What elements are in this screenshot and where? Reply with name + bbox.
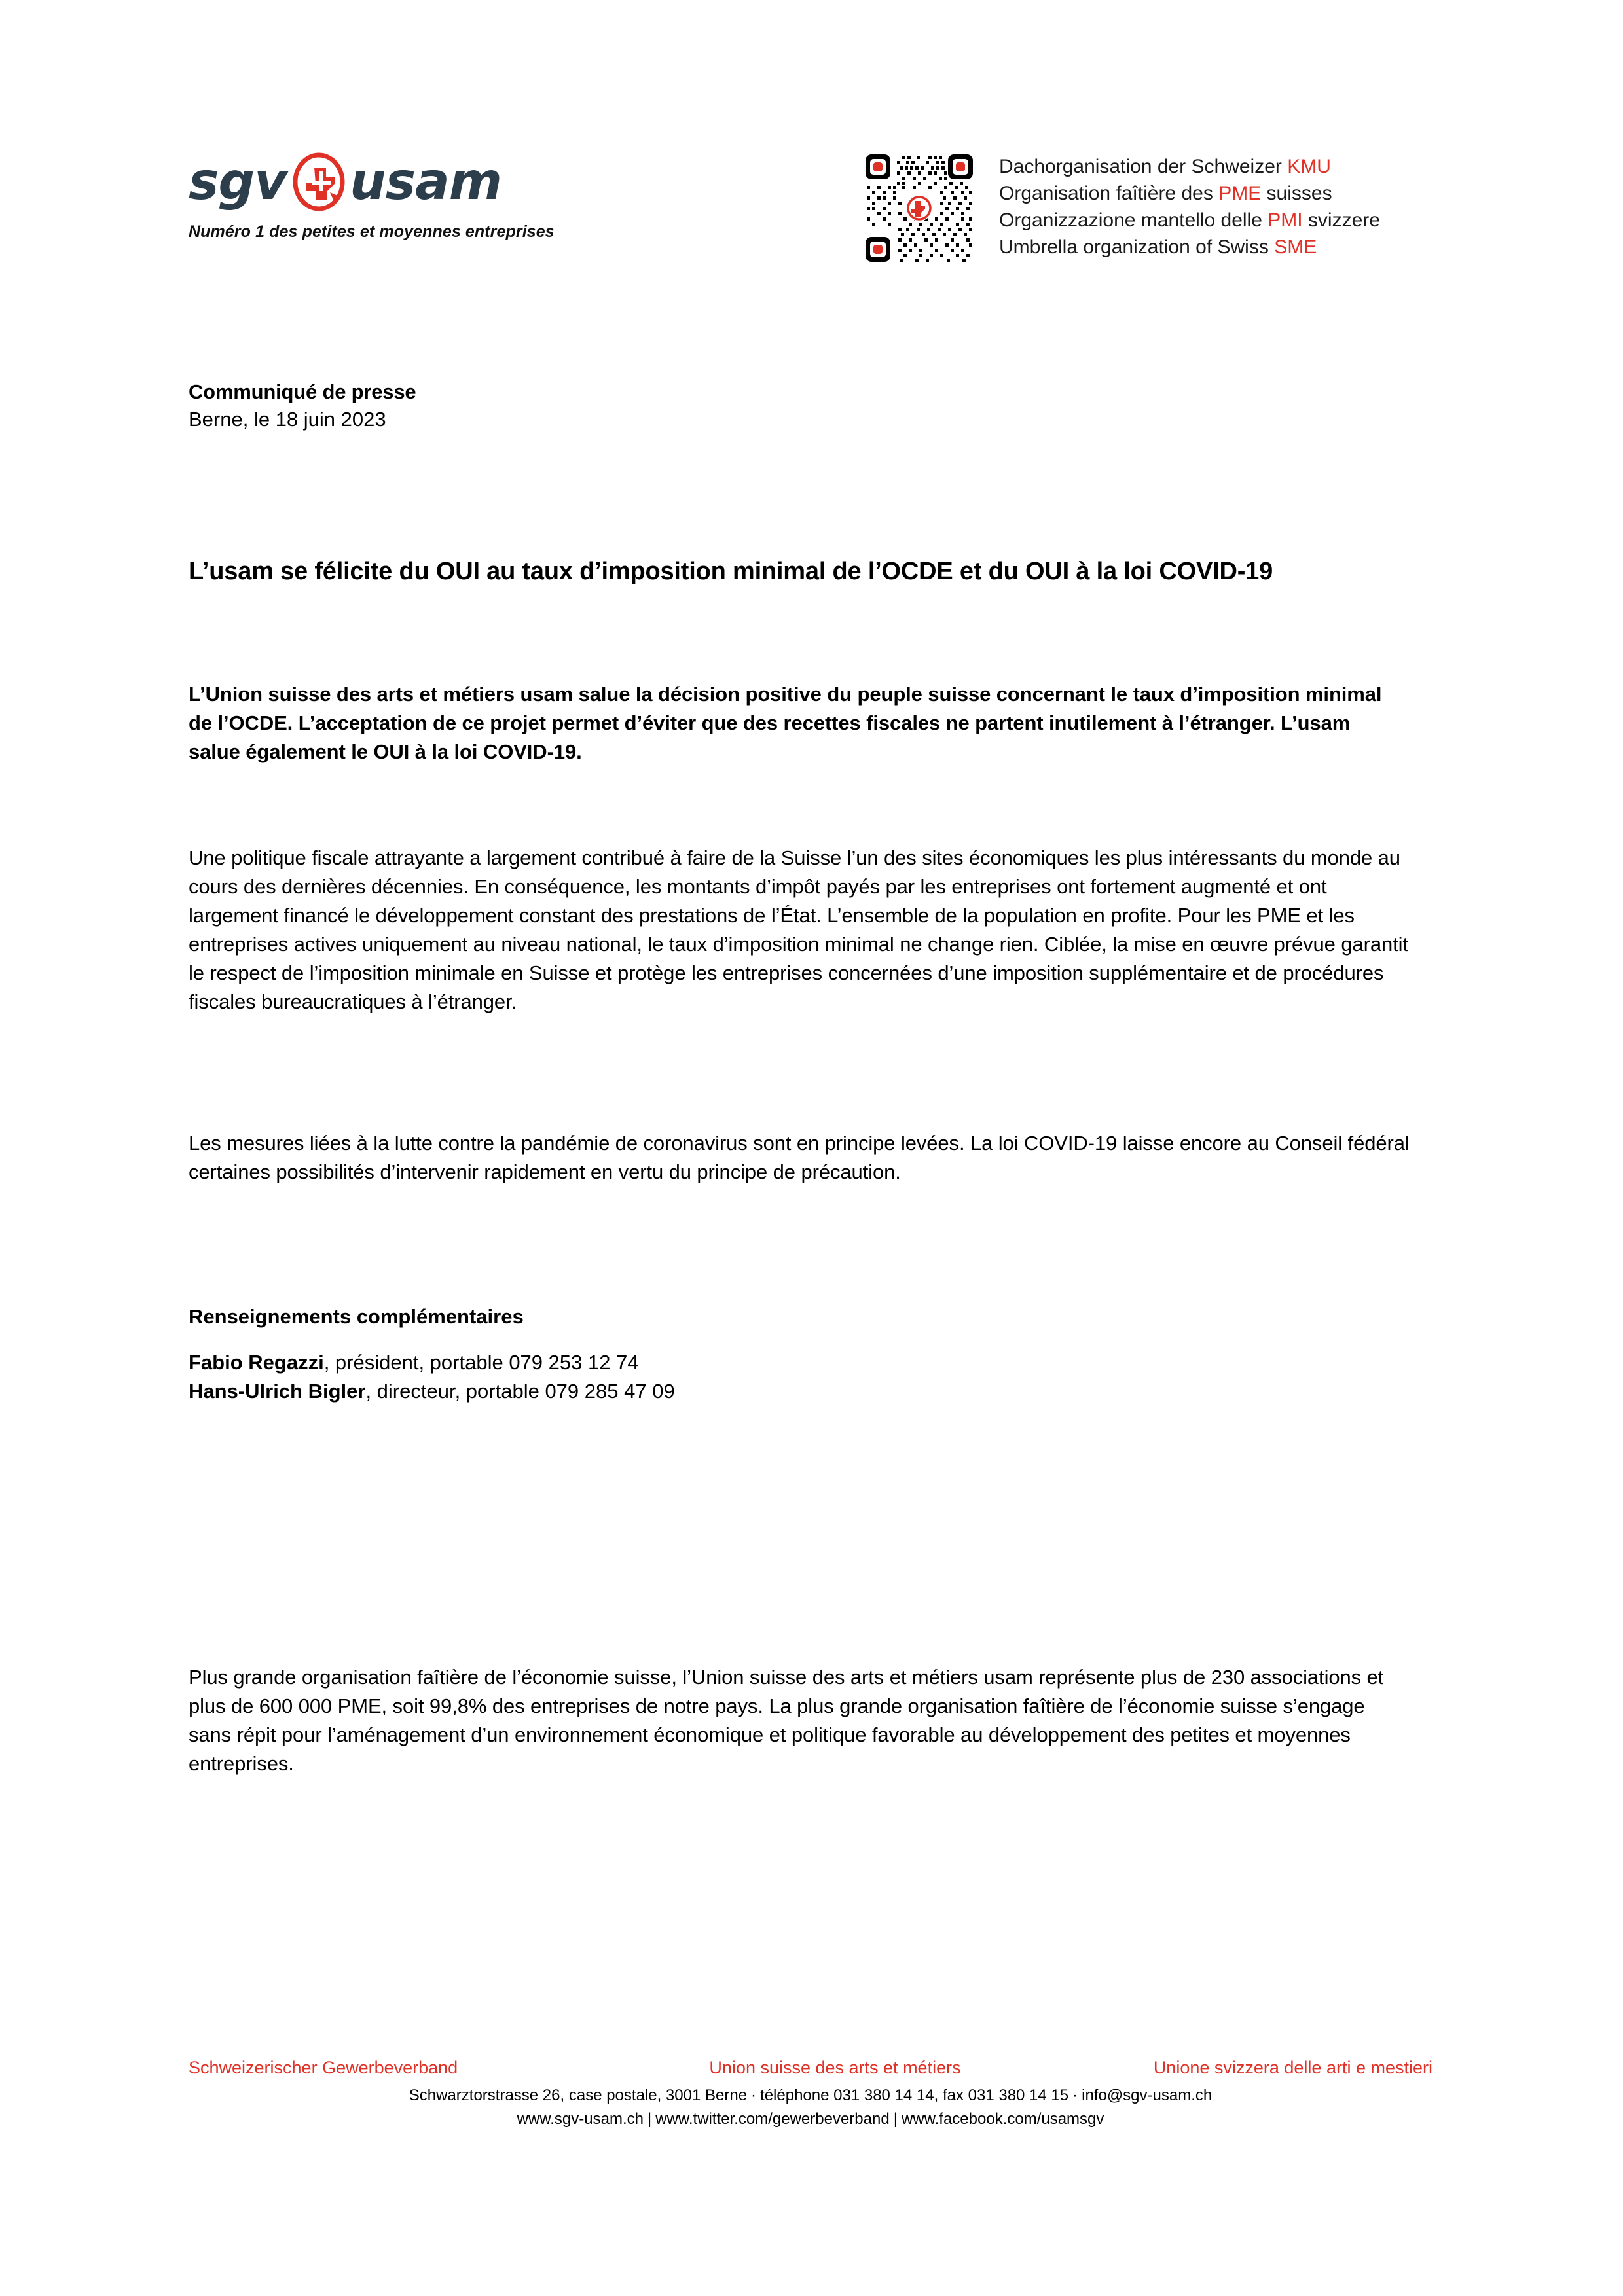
qr-code-icon[interactable] bbox=[863, 152, 976, 264]
body-paragraph-2: Les mesures liées à la lutte contre la pandémie de coronavirus sont en principe levées. La loi COVID-19 laisse encore au Conseil fédéral certaines possibilités d’intervenir rapidement en vertu du principe de précaution. bbox=[189, 1132, 1410, 1183]
boilerplate-paragraph: Plus grande organisation faîtière de l’économie suisse, l’Union suisse des arts et métiers usam représente plus de 230 associations et plus de 600 000 PME, soit 99,8% des entreprises de notre pays. La plus grande organisation faîtière de l’économie suisse s’engage sans répit pour l’aménagement d’un environnement économique et politique favorable au développement des petites et moyennes entreprises. bbox=[189, 1666, 1384, 1775]
press-release-label: Communiqué de presse bbox=[189, 380, 416, 403]
lang-line-en bbox=[999, 234, 1380, 260]
footer-link-twitter[interactable]: www.twitter.com/gewerbeverband bbox=[655, 2110, 890, 2128]
press-release-meta bbox=[189, 378, 1432, 433]
contact-name-president: Fabio Regazzi bbox=[189, 1351, 324, 1374]
footer-separator-dot-1: · bbox=[751, 2087, 757, 2104]
lang-it-prefix: Organizzazione mantello delle bbox=[999, 209, 1268, 231]
logo-tagline: Numéro 1 des petites et moyennes entreprises bbox=[189, 223, 555, 241]
contact-heading: Renseignements complémentaires bbox=[189, 1305, 524, 1328]
contact-name-director: Hans-Ulrich Bigler bbox=[189, 1380, 366, 1403]
footer-email[interactable]: info@sgv-usam.ch bbox=[1082, 2087, 1213, 2104]
language-lines bbox=[999, 152, 1380, 260]
logo-text-usam: usam bbox=[350, 152, 501, 211]
lead-paragraph: L’Union suisse des arts et métiers usam salue la décision positive du peuple suisse concernant le taux d’imposition minimal de l’OCDE. L’acceptation de ce projet permet d’éviter que des recettes fiscales ne partent inutilement à l’étranger. L’usam salue également le OUI à la loi COVID-19. bbox=[189, 683, 1382, 763]
lang-en-prefix: Umbrella organization of Swiss bbox=[999, 236, 1275, 258]
sgv-usam-logo bbox=[189, 152, 555, 242]
lang-it-accent: PMI bbox=[1267, 209, 1303, 231]
press-release-date: Berne, le 18 juin 2023 bbox=[189, 408, 386, 431]
footer-address: Schwarztorstrasse 26, case postale, 3001 Berne bbox=[409, 2087, 748, 2104]
qr-and-languages bbox=[863, 152, 1380, 264]
lang-line-fr bbox=[999, 180, 1380, 207]
lang-fr-suffix: suisses bbox=[1261, 183, 1332, 204]
footer-separator-pipe-2: | bbox=[893, 2110, 898, 2128]
footer-separator-dot-2: · bbox=[1072, 2087, 1078, 2104]
footer-org-names bbox=[189, 2055, 1432, 2080]
page-title: L’usam se félicite du OUI au taux d’imposition minimal de l’OCDE et du OUI à la loi COVID-19 bbox=[189, 558, 1273, 586]
lang-fr-accent: PME bbox=[1218, 183, 1262, 204]
lang-line-de bbox=[999, 153, 1380, 180]
footer-org-de: Schweizerischer Gewerbeverband bbox=[189, 2058, 458, 2077]
footer-phone: téléphone 031 380 14 14, fax 031 380 14 15 bbox=[760, 2087, 1069, 2104]
contact-item-president bbox=[189, 1348, 675, 1377]
lang-de-prefix: Dachorganisation der Schweizer bbox=[999, 156, 1288, 177]
footer-org-fr: Union suisse des arts et métiers bbox=[709, 2058, 961, 2077]
swiss-cross-arrow-logo-mark-icon bbox=[291, 152, 347, 212]
contact-item-director bbox=[189, 1377, 675, 1406]
contact-list bbox=[189, 1348, 675, 1406]
document-header bbox=[0, 0, 1623, 308]
logo-wordmark bbox=[189, 152, 555, 212]
footer-links-line bbox=[189, 2108, 1432, 2131]
logo-text-sgv: sgv bbox=[189, 152, 287, 211]
body-paragraph-1: Une politique fiscale attrayante a largement contribué à faire de la Suisse l’un des sites économiques les plus intéressants du monde au cours des dernières décennies. En conséquence, les montants d’impôt payés par les entreprises ont fortement augmenté et ont largement financé le développement constant des prestations de l’État. L’ensemble de la population en profite. Pour les PME et les entreprises actives uniquement au niveau national, le taux d’imposition minimal ne change rien. Ciblée, la mise en œuvre prévue garantit le respect de l’imposition minimale en Suisse et protège les entreprises concernées d’une imposition supplémentaire et de procédures fiscales bureaucratiques à l’étranger. bbox=[189, 846, 1408, 1013]
lang-fr-prefix: Organisation faîtière des bbox=[999, 183, 1219, 204]
contact-details-director: , directeur, portable 079 285 47 09 bbox=[365, 1380, 675, 1403]
footer-separator-pipe-1: | bbox=[647, 2110, 652, 2128]
footer-link-facebook[interactable]: www.facebook.com/usamsgv bbox=[901, 2110, 1104, 2128]
document-footer bbox=[189, 2055, 1432, 2131]
lang-line-it bbox=[999, 207, 1380, 234]
footer-org-it: Unione svizzera delle arti e mestieri bbox=[1153, 2058, 1432, 2077]
footer-link-website[interactable]: www.sgv-usam.ch bbox=[517, 2110, 644, 2128]
lang-en-accent: SME bbox=[1274, 236, 1317, 258]
footer-address-line bbox=[189, 2084, 1432, 2108]
lang-it-suffix: svizzere bbox=[1302, 209, 1380, 231]
contact-details-president: , président, portable 079 253 12 74 bbox=[323, 1351, 639, 1374]
lang-de-accent: KMU bbox=[1287, 156, 1331, 177]
